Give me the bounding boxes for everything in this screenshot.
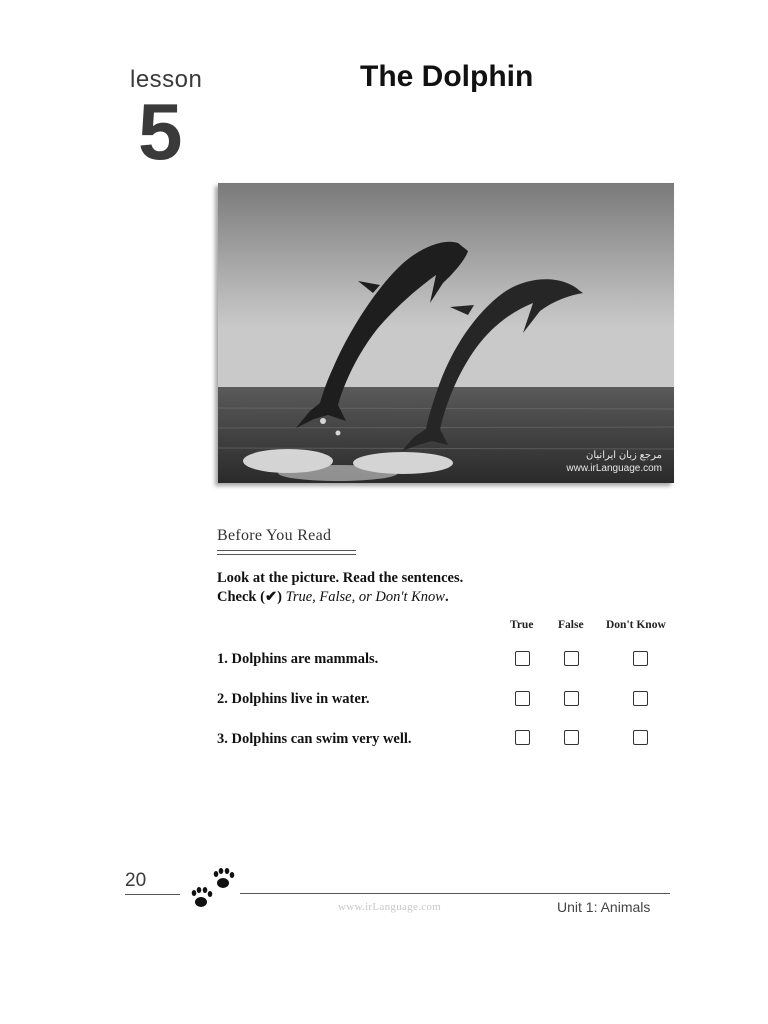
- photo-watermark-url: www.irLanguage.com: [566, 462, 662, 474]
- page-title: The Dolphin: [360, 60, 534, 93]
- instructions: [217, 569, 463, 607]
- instruction-line-2: Check (✔) True, False, or Don't Know.: [217, 589, 449, 605]
- checkbox-1-false[interactable]: [564, 651, 579, 666]
- checkbox-3-false[interactable]: [564, 730, 579, 745]
- statement-2: 2. Dolphins live in water.: [217, 691, 370, 707]
- option-false: False,: [315, 589, 356, 605]
- instruction-line-1: Look at the picture. Read the sentences.: [217, 570, 464, 586]
- lesson-label: lesson: [130, 66, 203, 93]
- column-header-true: True: [510, 619, 534, 631]
- column-header-dont-know: Don't Know: [606, 619, 666, 631]
- column-header-false: False: [558, 619, 584, 631]
- section-heading: Before You Read: [217, 527, 332, 544]
- checkbox-2-false[interactable]: [564, 691, 579, 706]
- checkbox-1-dont-know[interactable]: [633, 651, 648, 666]
- option-true: True,: [285, 589, 316, 605]
- option-dont-know: Don't Know: [375, 589, 445, 605]
- dolphins-jumping-image: [218, 183, 674, 483]
- statement-1: 1. Dolphins are mammals.: [217, 651, 379, 667]
- checkbox-3-true[interactable]: [515, 730, 530, 745]
- checkbox-2-dont-know[interactable]: [633, 691, 648, 706]
- page-number-rule: [125, 894, 180, 895]
- heading-underline: [217, 550, 356, 555]
- unit-label: Unit 1: Animals: [557, 899, 651, 915]
- checkbox-2-true[interactable]: [515, 691, 530, 706]
- photo-watermark-persian: مرجع زبان ایرانیان: [586, 450, 662, 461]
- photo-watermark: [566, 450, 662, 475]
- checkbox-1-true[interactable]: [515, 651, 530, 666]
- checkbox-3-dont-know[interactable]: [633, 730, 648, 745]
- page-number: 20: [125, 870, 147, 891]
- lesson-number: 5: [138, 87, 183, 176]
- footer-watermark: www.irLanguage.com: [338, 901, 442, 913]
- footer-rule: [240, 893, 670, 894]
- checkmark-icon: ✔: [264, 589, 278, 605]
- dolphin-photo: [218, 183, 674, 483]
- statement-3: 3. Dolphins can swim very well.: [217, 731, 412, 747]
- paw-prints-icon: [186, 864, 238, 918]
